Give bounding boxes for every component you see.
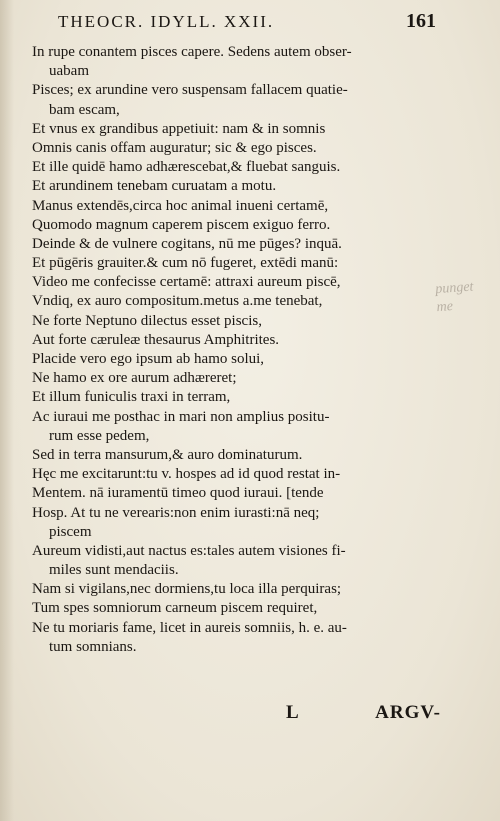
text-line: Hęc me excitarunt:tu v. hospes ad id quod restat in- [32,466,341,483]
text-line: Et arundinem tenebam curuatam a motu. [32,178,277,195]
catchword: ARGV- [375,702,441,723]
text-line: uabam [49,63,89,80]
page-footer [32,702,441,728]
text-line: In rupe conantem pisces capere. Sedens autem obser- [32,44,352,60]
text-line: Pisces; ex arundine vero suspensam fallacem quatie- [32,82,348,99]
text-line: Mentem. nā iuramentū timeo quod iuraui. [tende [32,485,324,502]
signature-mark: L [286,702,299,723]
text-line: Vndiq, ex auro compositum.metus a.me tenebat, [32,293,323,310]
text-line: Et ille quidē hamo adhærescebat,& fluebat sanguis. [32,159,341,176]
page-gutter-shadow [0,0,14,821]
main-text [32,43,427,657]
marginal-note-line: me [436,298,454,316]
text-line: Et pūgēris grauiter.& cum nō fugeret, extēdi manū: [32,255,339,272]
page-number: 161 [406,10,436,32]
text-line: Ne hamo ex ore aurum adhæreret; [32,370,237,387]
text-line: Aut forte cæruleæ thesaurus Amphitrites. [32,331,280,348]
page-header [58,12,436,36]
marginal-note-line: punget [434,279,474,298]
text-line: bam escam, [49,101,120,118]
text-line: Hosp. At tu ne verearis:non enim iurasti:nā neq; [32,504,320,521]
text-line: Manus extendēs,circa hoc animal inueni certamē, [32,197,329,214]
text-line: Tum spes somniorum carneum piscem requiret, [32,600,318,617]
text-line: Deinde & de vulnere cogitans, nū me pūges? inquā. [32,235,342,252]
text-line: Nam si vigilans,nec dormiens,tu loca illa perquiras; [32,581,342,598]
text-line: Aureum vidisti,aut nactus es:tales autem visiones fi- [32,542,346,559]
running-head: THEOCR. IDYLL. XXII. [58,12,275,31]
text-line: Omnis canis offam auguratur; sic & ego pisces. [32,139,317,156]
text-line: piscem [49,523,92,540]
text-line: Ne forte Neptuno dilectus esset piscis, [32,312,262,329]
text-line: Quomodo magnum caperem piscem exiguo ferro. [32,216,331,233]
text-line: Sed in terra mansurum,& auro dominaturum. [32,446,303,463]
text-line: rum esse pedem, [49,427,150,444]
text-line: Ac iuraui me posthac in mari non amplius positu- [32,408,330,425]
text-line: Et illum funiculis traxi in terram, [32,389,231,406]
text-line: Et vnus ex grandibus appetiuit: nam & in somnis [32,120,326,137]
text-line: Placide vero ego ipsum ab hamo solui, [32,351,265,367]
text-line: miles sunt mendaciis. [49,562,179,579]
text-line: tum somnians. [49,638,137,655]
text-line: Video me confecisse certamē: attraxi aureum piscē, [32,274,341,291]
text-line: Ne tu moriaris fame, licet in aureis somniis, h. e. au- [32,619,347,636]
marginal-note [435,277,497,317]
